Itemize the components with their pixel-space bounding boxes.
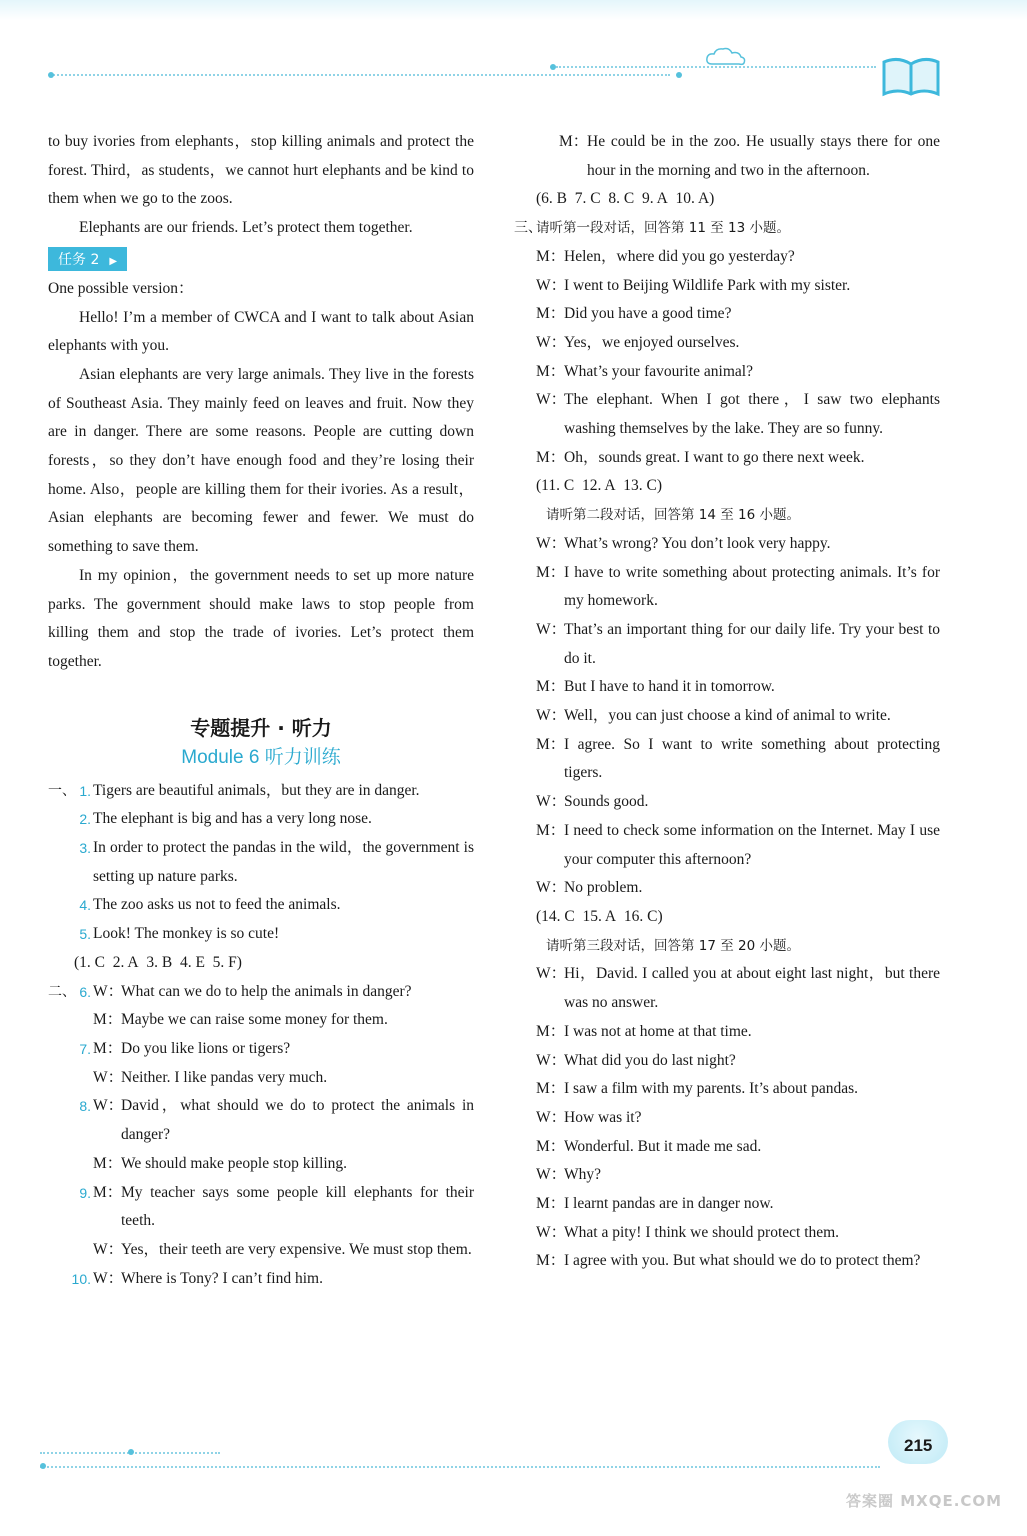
list-item: 2. The elephant is big and has a very long nose. — [79, 810, 372, 828]
intro-paragraph-2: Elephants are our friends. Let’s protect them together. — [79, 219, 413, 237]
dialog-line: W： Neither. I like pandas very much. — [93, 1068, 328, 1086]
dialog-line: 8. W： David，what should we do to protect the animals in danger? — [79, 1097, 474, 1144]
dialog-line: W： What a pity! I think we should protect them. — [536, 1223, 840, 1241]
list-item: 5. Look! The monkey is so cute! — [79, 925, 280, 943]
header-dot — [48, 72, 54, 78]
footer-dot — [40, 1463, 46, 1469]
essay-paragraph-1: Hello! I’m a member of CWCA and I want to talk about Asian elephants with you. — [48, 308, 474, 355]
page-number: 215 — [904, 1436, 933, 1455]
module-title: Module 6 听力训练 — [181, 746, 341, 768]
dialog-line: W： Hi，David. I called you at about eight last night，but there was no answer. — [536, 965, 940, 1012]
dialog-line: M： He could be in the zoo. He usually stays there for one hour in the morning and two in the afternoon. — [559, 133, 940, 179]
watermark: 答案圈 MXQE.COM — [846, 1492, 1003, 1510]
dialog-line: W： Well，you can just choose a kind of animal to write. — [536, 707, 891, 725]
dialog-line: M： I agree with you. But what should we do to protect them? — [536, 1252, 921, 1270]
dialog-line: W： Sounds good. — [536, 793, 649, 811]
version-label: One possible version： — [48, 279, 194, 297]
dialog-line: W： How was it? — [536, 1108, 642, 1126]
dialog-intro: 请听第三段对话，回答第 17 至 20 小题。 — [546, 937, 801, 954]
dialog-line: M： We should make people stop killing. — [93, 1154, 348, 1172]
list-item: 3. In order to protect the pandas in the wild，the government is setting up nature parks. — [79, 839, 474, 885]
dialog-line: W： I went to Beijing Wildlife Park with my sister. — [536, 276, 851, 294]
list-item: 一、 1. Tigers are beautiful animals，but they are in danger. — [48, 781, 420, 799]
essay-paragraph-3: In my opinion，the government needs to set up more nature parks. The government should make laws to stop people from killing them and stop the trade of ivories. Let’s protect them together. — [48, 566, 474, 670]
dialog-line: 二、 6. W： What can we do to help the animals in danger? — [48, 982, 412, 1000]
section-title: 专题提升 · 听力 — [190, 715, 332, 740]
essay-paragraph-2: Asian elephants are very large animals. They live in the forests of Southeast Asia. They mainly feed on leaves and fruit. Now they are in danger. There are some reasons. People are cutting down forests，so they don’t have enough food and they’re losing their home. Also，people are killing them for their ivories. As a result，Asian elephants are becoming fewer and fewer. We must do something to save them. — [48, 365, 474, 556]
right-column — [514, 128, 940, 1276]
answer-line: (6. B 7. C 8. C 9. A 10. A) — [536, 190, 715, 208]
dialog-line: M： Helen，where did you go yesterday? — [536, 247, 795, 265]
dialog-line: W： No problem. — [536, 879, 643, 897]
dialog-line: W： That’s an important thing for our daily life. Try your best to do it. — [536, 620, 940, 667]
dialog-line: M： I saw a film with my parents. It’s about pandas. — [536, 1080, 859, 1098]
answer-line: (1. C 2. A 3. B 4. E 5. F) — [74, 953, 242, 971]
dialog-intro: 三、 请听第一段对话，回答第 11 至 13 小题。 — [514, 220, 791, 237]
dialog-line: M： Maybe we can raise some money for them. — [93, 1011, 388, 1029]
dialog-line: 9. M： My teacher says some people kill elephants for their teeth. — [79, 1183, 474, 1230]
dialog-line: W： Yes，their teeth are very expensive. We must stop them. — [93, 1240, 472, 1258]
answer-line: (11. C 12. A 13. C) — [536, 477, 663, 495]
dialog-line: W： Yes，we enjoyed ourselves. — [536, 333, 740, 351]
open-book-icon — [880, 54, 942, 98]
dialog-line: W： What did you do last night? — [536, 1051, 736, 1069]
footer-dot — [128, 1449, 134, 1455]
dialog-line: M： Did you have a good time? — [536, 305, 732, 323]
answer-line: (14. C 15. A 16. C) — [536, 907, 663, 925]
footer-dotted-line — [40, 1466, 880, 1468]
dialog-line: M： Oh，sounds great. I want to go there next week. — [536, 448, 865, 466]
intro-paragraph-1: to buy ivories from elephants，stop killing animals and protect the forest. Third，as students，we cannot hurt elephants and be kind to them when we go to the zoos. — [48, 133, 474, 208]
dialog-line: M： I need to check some information on the Internet. May I use your computer this afternoon? — [536, 821, 940, 868]
dialog-line: M： I have to write something about protecting animals. It’s for my homework. — [536, 563, 940, 610]
dialog-line: W： What’s wrong? You don’t look very happy. — [536, 534, 831, 552]
play-triangle-icon: ▶ — [109, 255, 118, 267]
dialog-line: M： Wonderful. But it made me sad. — [536, 1137, 762, 1155]
dialog-line: 10. W： Where is Tony? I can’t find him. — [71, 1269, 323, 1287]
task-badge: 任务 2 ▶ — [48, 247, 127, 271]
header-band — [0, 0, 1027, 20]
header-dot — [676, 72, 682, 78]
dialog-line: M： But I have to hand it in tomorrow. — [536, 678, 775, 696]
dialog-line: M： I agree. So I want to write something about protecting tigers. — [536, 735, 940, 782]
dialog-line: M： I was not at home at that time. — [536, 1022, 752, 1040]
dialog-line: 7. M： Do you like lions or tigers? — [79, 1039, 291, 1057]
left-column — [48, 128, 474, 1293]
dialog-line: M： I learnt pandas are in danger now. — [536, 1195, 774, 1213]
dialog-intro: 请听第二段对话，回答第 14 至 16 小题。 — [546, 507, 801, 524]
cloud-icon — [704, 46, 748, 68]
list-item: 4. The zoo asks us not to feed the animals. — [79, 896, 341, 914]
dialog-line: W： Why? — [536, 1166, 602, 1184]
dialog-line: W： The elephant. When I got there，I saw two elephants washing themselves by the lake. They are so funny. — [536, 391, 940, 438]
header-dotted-line-left — [50, 74, 670, 76]
dialog-line: M： What’s your favourite animal? — [536, 362, 753, 380]
